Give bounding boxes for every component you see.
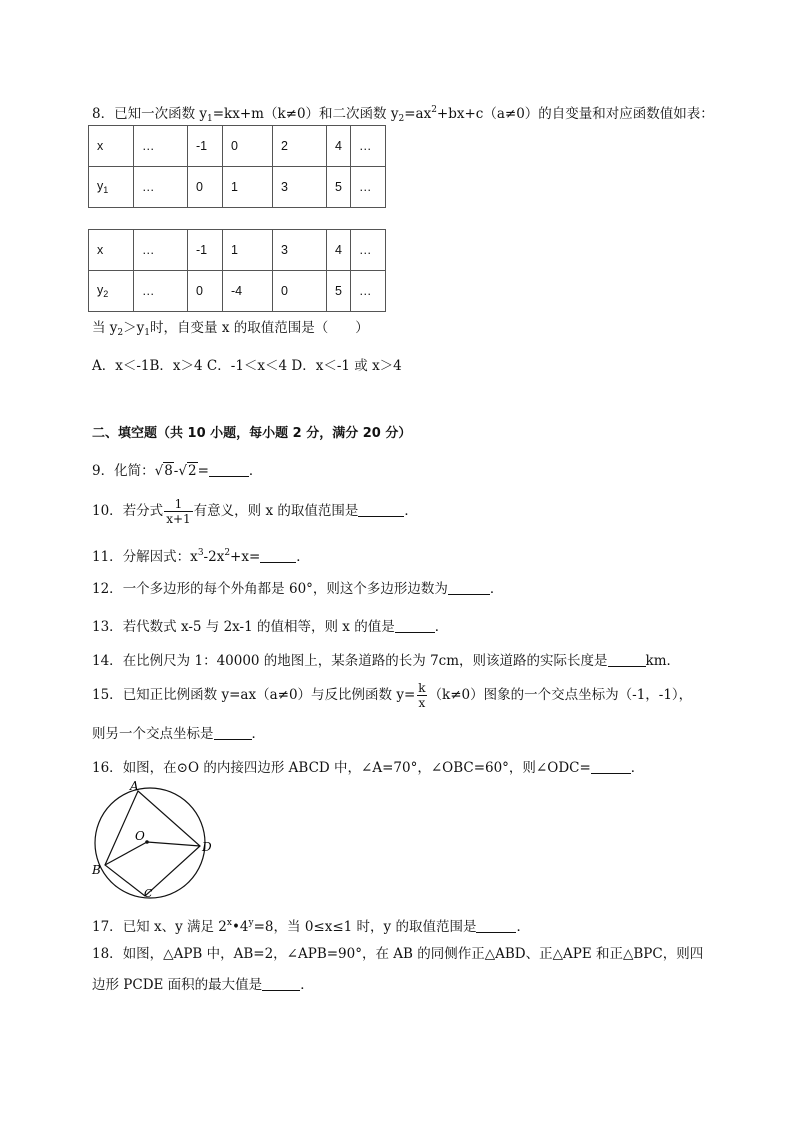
sqrt-symbol: √2 xyxy=(178,463,197,479)
quadrilateral-abcd xyxy=(105,791,200,896)
answer-blank[interactable] xyxy=(608,652,646,667)
q14: 14．在比例尺为 1：40000 的地图上，某条道路的长为 7cm，则该道路的实际长度是 km． xyxy=(92,653,681,669)
fraction: $\frac{1}{x+1}$ xyxy=(166,497,191,526)
answer-blank[interactable] xyxy=(591,759,631,774)
q9: 9．化简：√8-√2= ． xyxy=(92,463,263,479)
q16: 16．如图，在⊙O 的内接四边形 ABCD 中，∠A=70°，∠OBC=60°，则∠ODC= ． xyxy=(92,760,645,776)
label-c: C xyxy=(144,887,153,900)
q8-table-y1 xyxy=(88,125,386,208)
circle-o xyxy=(95,788,205,898)
segment-ob xyxy=(105,842,147,865)
table-row: x … -1 0 2 4 … xyxy=(89,126,386,167)
q10: 10．若分式 $\frac{1}{x+1}$ 有意义，则 x 的取值范围是 ． xyxy=(92,497,418,526)
q13: 13．若代数式 x-5 与 2x-1 的值相等，则 x 的值是 ． xyxy=(92,619,449,635)
q12: 12．一个多边形的每个外角都是 60°，则这个多边形边数为 ． xyxy=(92,581,504,597)
label-o: O xyxy=(135,829,145,843)
answer-blank[interactable] xyxy=(448,580,490,595)
q8-table-y2 xyxy=(88,229,386,312)
fraction: $\frac{k}{x}$ xyxy=(418,681,426,710)
table-row: x … -1 1 3 4 … xyxy=(89,230,386,271)
label-b: B xyxy=(92,863,101,877)
q8-options: A．x＜-1B．x＞4 C．-1＜x＜4 D．x＜-1 或 x＞4 xyxy=(92,358,402,374)
q11: 11．分解因式：$x^3-2x^2+x=$ ． xyxy=(92,548,310,565)
center-point xyxy=(145,840,149,844)
q18-line2: 边形 PCDE 面积的最大值是 ． xyxy=(92,977,314,993)
answer-blank[interactable] xyxy=(214,725,252,740)
table-row: $y_2$ … 0 -4 0 5 … xyxy=(89,271,386,312)
label-d: D xyxy=(202,840,212,854)
q15-line1: 15．已知正比例函数 y=ax（a≠0）与反比例函数 y= $\frac{k}{x}$ （k≠0）图象的一个交点坐标为（-1，-1）， xyxy=(92,681,693,710)
answer-blank[interactable] xyxy=(209,462,249,477)
q8-condition: 当 $y_2>y_1$时，自变量 x 的取值范围是（ ） xyxy=(92,320,369,338)
answer-blank[interactable] xyxy=(262,976,300,991)
table-row: $y_1$ … 0 1 3 5 … xyxy=(89,167,386,208)
answer-blank[interactable] xyxy=(476,918,516,933)
circle-quadrilateral-figure xyxy=(88,780,228,900)
answer-blank[interactable] xyxy=(358,502,404,517)
segment-od xyxy=(147,842,200,846)
q18-line1: 18．如图，△APB 中，AB=2，∠APB=90°，在 AB 的同侧作正△ABD、正△APE 和正△BPC，则四 xyxy=(92,946,704,962)
sqrt-symbol: √8 xyxy=(154,463,173,479)
answer-blank[interactable] xyxy=(260,548,296,563)
q15-line2: 则另一个交点坐标是 ． xyxy=(92,726,265,742)
q8-stem: 8．已知一次函数 $y_1=kx+m(k\ne 0)$和二次函数 $y_2=ax^2+bx+c(a\ne 0)$的自变量和对应函数值如表： xyxy=(92,105,714,124)
section-heading: 二、填空题（共 10 小题，每小题 2 分，满分 20 分） xyxy=(92,426,412,441)
answer-blank[interactable] xyxy=(395,618,435,633)
q17: 17．已知 x、y 满足 $2^x•4^y=8$，当 0≤x≤1 时，y 的取值范围是 ． xyxy=(92,918,530,935)
label-a: A xyxy=(130,780,139,793)
